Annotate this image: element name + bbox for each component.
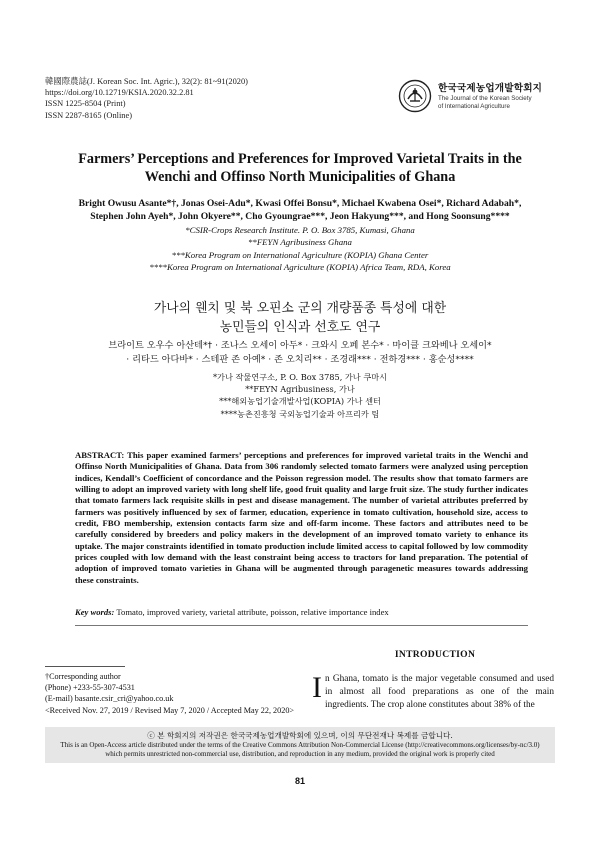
affiliation-ko-3: ***해외농업기술개발사업(KOPIA) 가나 센터 [219, 396, 381, 407]
introduction-body [312, 673, 554, 713]
affiliation-1: *CSIR-Crops Research Institute. P. O. Box 3785, Kumasi, Ghana [185, 225, 415, 235]
affiliation-ko-2: **FEYN Agribusiness, 가나 [245, 384, 355, 395]
author-list [40, 197, 560, 223]
introduction-text: n Ghana, tomato is the major vegetable consumed and used in almost all food preparations as one of the main ingredients. The crop alone constitutes about 38% of the [325, 674, 554, 711]
open-access-license: This is an Open-Access article distributed under the terms of the Creative Commons Attribution Non-Commercial License (http://creativecommons.org/licenses/by-nc/3.0) which permits unrestricted non-commercial use, distribution, and reproduction in any medium, provided the original work is properly cited [60, 741, 540, 759]
author-list-ko-line1: 브라이트 오우수 아산테*† · 조나스 오세이 아두* · 크와시 오페 본수* · 마이클 크와베나 오세이* [108, 340, 492, 351]
journal-citation: 韓國際農誌(J. Korean Soc. Int. Agric.), 32(2): 81~91(2020) [45, 77, 248, 86]
footnote-divider [45, 666, 125, 667]
author-list-ko [40, 339, 560, 367]
abstract: ABSTRACT: This paper examined farmers’ perceptions and preferences for improved varietal traits in the Wenchi and Offinso North Municipalities of Ghana. Data from 306 randomly selected tomato farmers were analyzed using perception indices, Kendall’s Coefficient of concordance and the Poisson regression model. The results show that tomato farmers are willing to adopt an improved variety with long shelf life, good fruit quality and large fruit size. The study further indicates that tomato farmers lack requisite skills in pest and disease management. The number of varietal attributes preferred by farmers was positively influenced by sex of farmer, education, experience in tomato cultivation, household size, access to credit, FBO membership, extension contacts farm size and off-farm income. These factors and attributes need to be carefully considered by breeders and policy makers in the development of an improved tomato variety to enhance its uptake. The major constraints identified in tomato production include limited access to capital followed by low commodity prices coupled with low demand with the least constraint being access to tractors for land preparation. The potential of adoption of improved tomato varieties in Ghana will be augmented through paragenetic measures towards addressing these constraints. [75, 450, 528, 585]
keywords-text: Tomato, improved variety, varietal attribute, poisson, relative importance index [116, 607, 389, 617]
license-notice [45, 727, 555, 763]
article-title-line2: Wenchi and Offinso North Municipalities of Ghana [144, 169, 456, 185]
article-title [40, 150, 560, 186]
keywords-label: Key words: [75, 607, 115, 617]
corresponding-author: †Corresponding author [45, 672, 121, 681]
issn-online: ISSN 2287-8165 (Online) [45, 110, 133, 120]
footnote [45, 671, 305, 716]
society-name-ko: 한국국제농업개발학회지 [438, 83, 543, 94]
affiliation-4: ****Korea Program on International Agriculture (KOPIA) Africa Team, RDA, Korea [149, 262, 451, 273]
society-name-en-line2: of International Agriculture [438, 103, 510, 110]
society-logo [398, 76, 558, 114]
author-list-line2: Stephen John Ayeh*, John Okyere**, Cho Gyoungrae***, Jeon Hakyung***, and Hong Soonsung**** [90, 211, 510, 222]
society-name-en-line1: The Journal of the Korean Society [438, 95, 532, 102]
affiliation-ko-4: ****농촌진흥청 국외농업기술과 아프리카 팀 [220, 408, 380, 419]
article-title-ko-line2: 농민들의 인식과 선호도 연구 [219, 319, 381, 335]
author-phone: (Phone) +233-55-307-4531 [45, 683, 135, 693]
affiliations-ko [40, 371, 560, 420]
drop-cap: I [312, 671, 322, 704]
keywords [75, 607, 528, 618]
affiliation-ko-1: *가나 작물연구소, P. O. Box 3785, 가나 쿠마시 [212, 372, 388, 382]
affiliation-3: ***Korea Program on International Agriculture (KOPIA) Ghana Center [171, 249, 429, 260]
article-dates: <Received Nov. 27, 2019 / Revised May 7, 2020 / Accepted May 22, 2020> [45, 705, 295, 715]
article-title-ko-line1: 가나의 웬치 및 북 오핀소 군의 개량품종 특성에 대한 [153, 301, 447, 316]
author-list-ko-line2: · 리타드 아다바* · 스테판 존 아예* · 존 오치리** · 조경래*** · 전하경*** · 홍순성**** [126, 354, 474, 365]
issn-print: ISSN 1225-8504 (Print) [45, 99, 126, 109]
doi-link[interactable]: https://doi.org/10.12719/KSIA.2020.32.2.81 [45, 88, 194, 98]
author-email[interactable]: (E-mail) basante.csir_cri@yahoo.co.uk [45, 694, 174, 704]
article-title-ko [40, 300, 560, 337]
affiliation-2: **FEYN Agribusiness Ghana [248, 237, 352, 248]
copyright-notice-ko: ⓒ 본 학회지의 저작권은 한국국제농업개발학회에 있으며, 이의 무단전재나 복제를 금합니다. [147, 731, 453, 740]
author-list-line1: Bright Owusu Asante*†, Jonas Osei-Adu*, Kwasi Offei Bonsu*, Michael Kwabena Osei*, Richard Adabah*, [78, 198, 522, 209]
page-number: 81 [294, 776, 305, 786]
journal-header [45, 76, 248, 121]
society-emblem-icon [398, 79, 432, 113]
keywords-divider [75, 625, 528, 626]
introduction-heading: INTRODUCTION [394, 649, 476, 660]
article-title-line1: Farmers’ Perceptions and Preferences for Improved Varietal Traits in the [78, 151, 522, 167]
affiliations [40, 224, 560, 274]
